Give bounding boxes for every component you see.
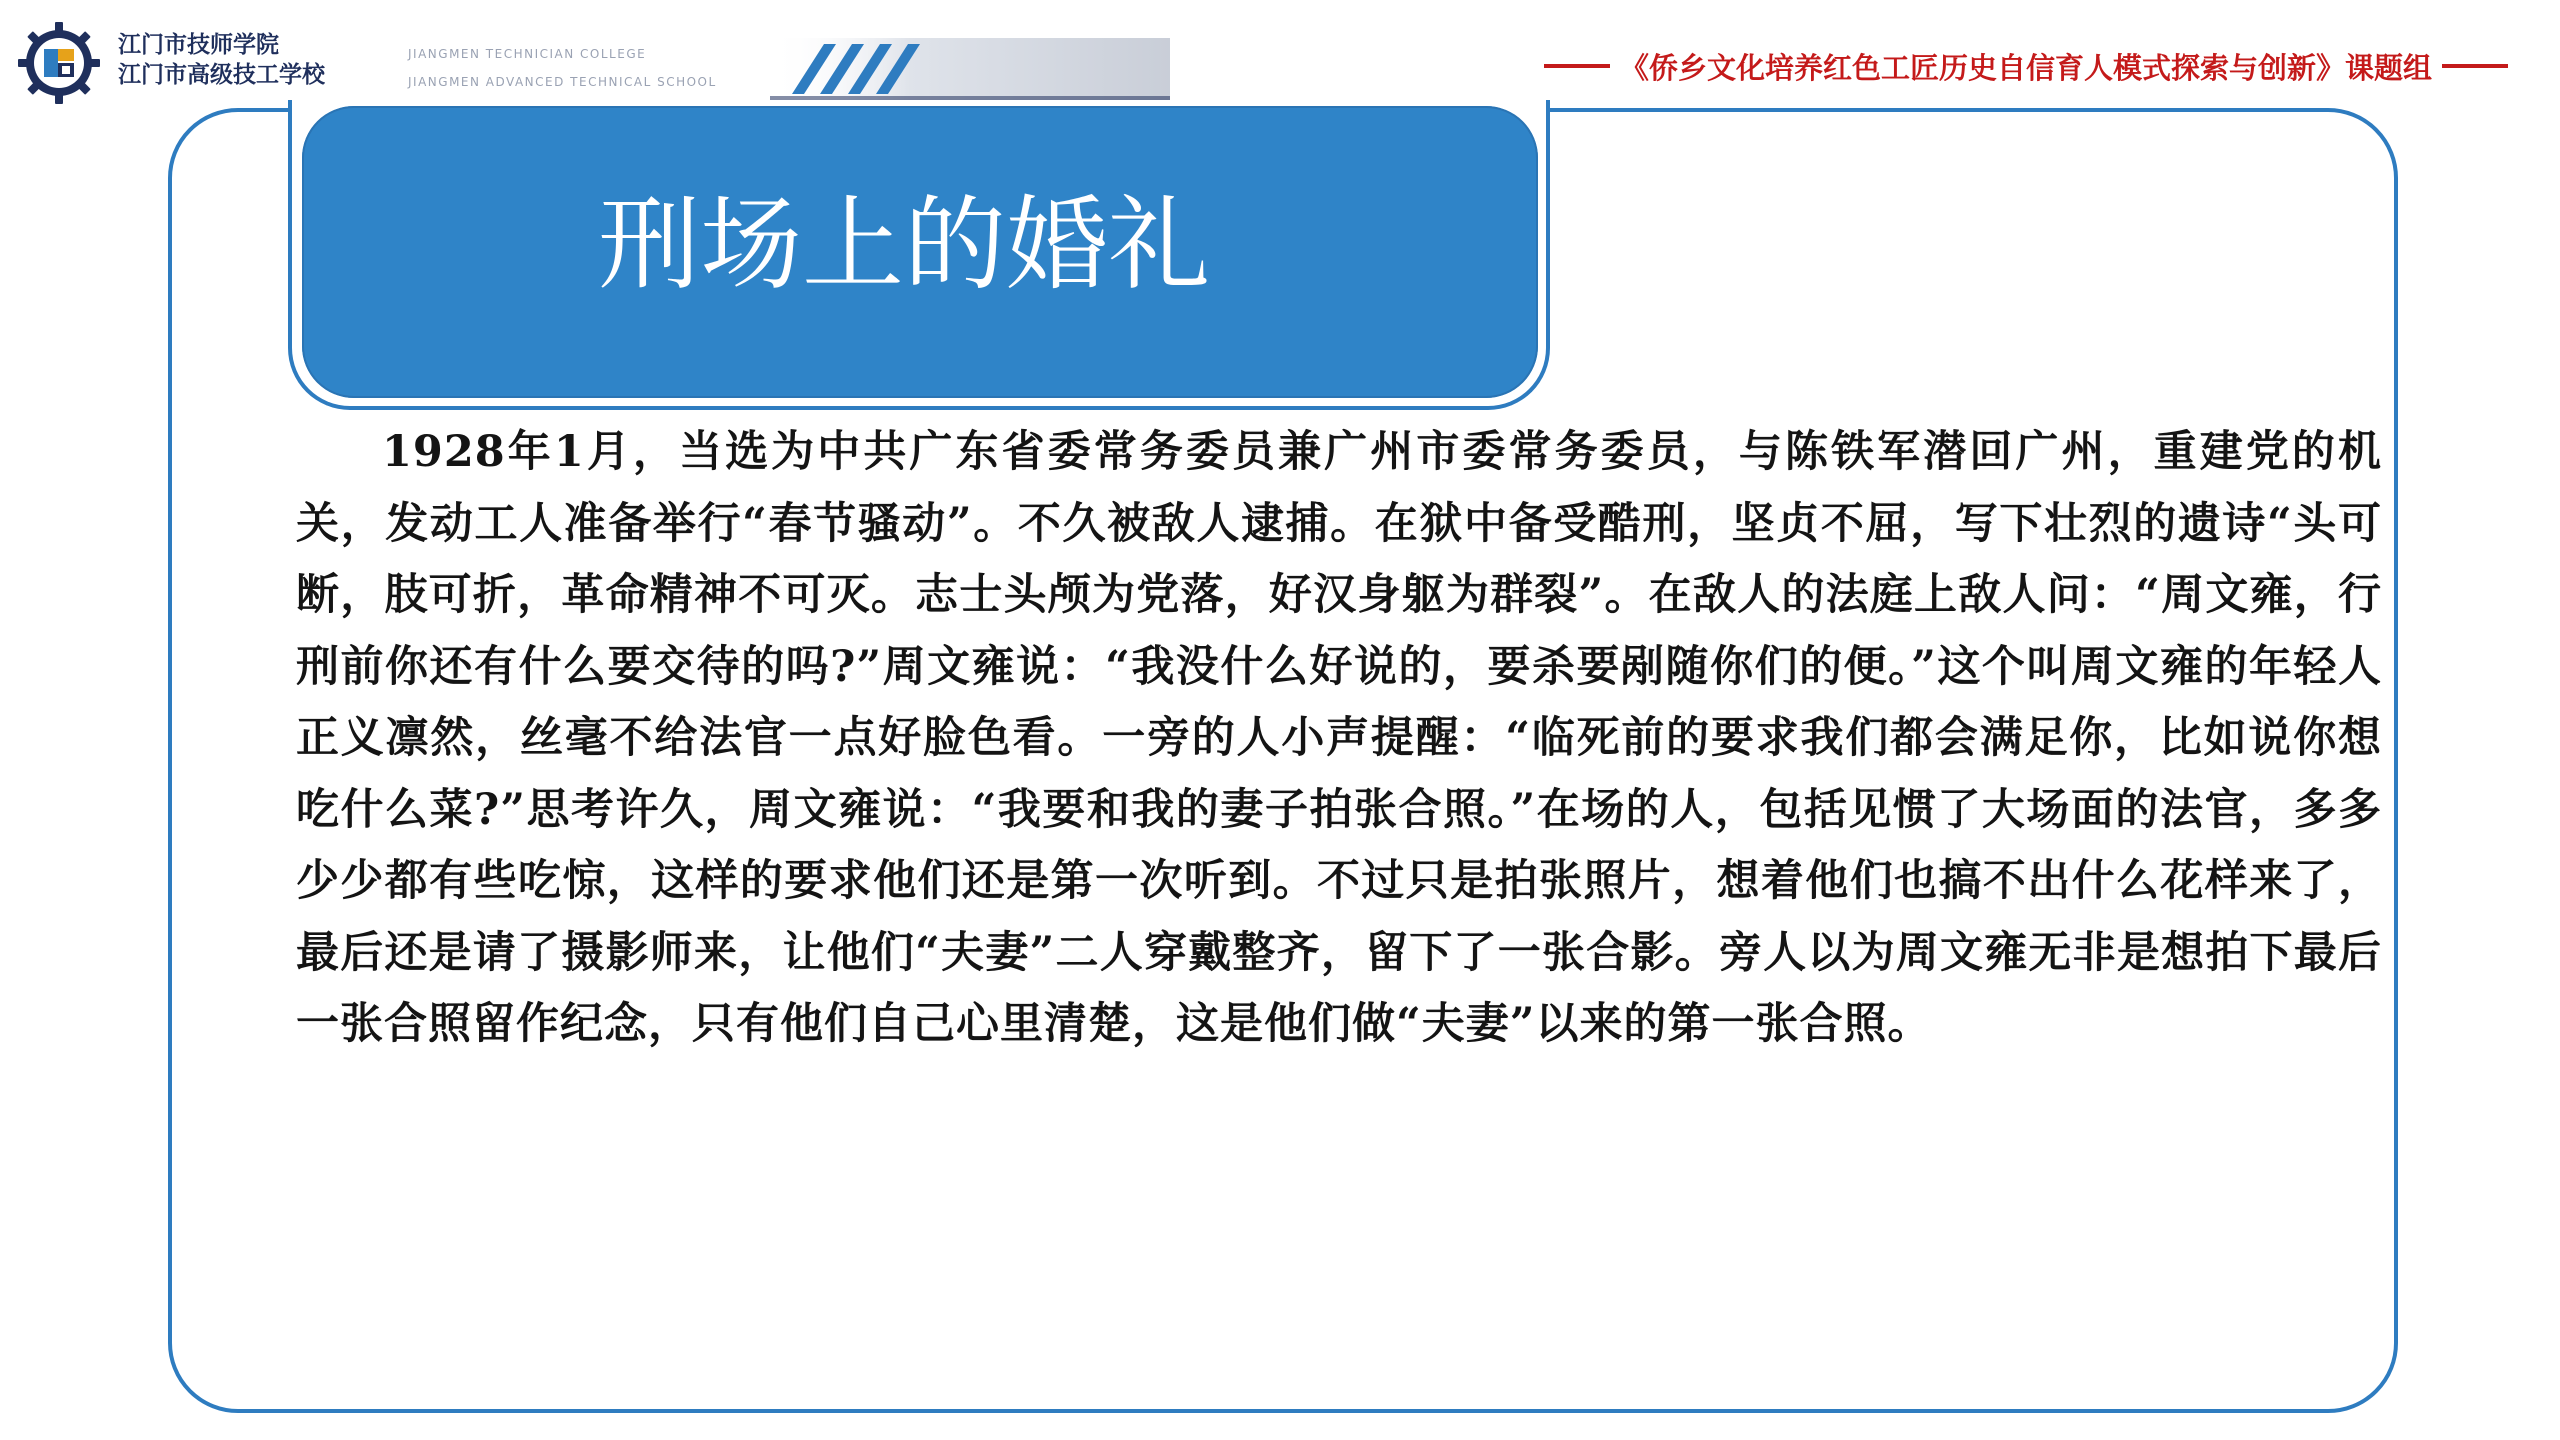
school-name-secondary: 江门市高级技工学校 bbox=[118, 61, 325, 88]
project-group-title: 《侨乡文化培养红色工匠历史自信育人模式探索与创新》课题组 bbox=[1619, 50, 2432, 85]
caption-left-rule bbox=[1544, 64, 1610, 68]
school-english-name-secondary: JIANGMEN ADVANCED TECHNICAL SCHOOL bbox=[408, 75, 717, 89]
school-name-primary: 江门市技师学院 bbox=[118, 31, 279, 58]
project-group-caption bbox=[1544, 46, 2508, 86]
caption-right-rule bbox=[2442, 64, 2508, 68]
slide-header bbox=[0, 0, 2560, 105]
page-title: 刑场上的婚礼 bbox=[598, 186, 1210, 305]
school-english-name-primary: JIANGMEN TECHNICIAN COLLEGE bbox=[408, 47, 647, 61]
school-name-block bbox=[118, 30, 408, 90]
college-emblem-icon bbox=[18, 22, 100, 104]
diagonal-stripes-band bbox=[770, 38, 1170, 100]
school-english-block bbox=[408, 40, 788, 96]
story-paragraph: 1928年1月，当选为中共广东省委常务委员兼广州市委常务委员，与陈铁军潜回广州，重建党的机关，发动工人准备举行“春节骚动”。不久被敌人逮捕。在狱中备受酷刑，坚贞不屈，写下壮烈的遗诗“头可断，肢可折，革命精神不可灭。志士头颅为党落，好汉身躯为群裂”。在敌人的法庭上敌人问：“周文雍，行刑前你还有什么要交待的吗?”周文雍说：“我没什么好说的，要杀要剐随你们的便。”这个叫周文雍的年轻人正义凛然，丝毫不给法官一点好脸色看。一旁的人小声提醒：“临死前的要求我们都会满足你，比如说你想吃什么菜?”思考许久，周文雍说：“我要和我的妻子拍张合照。”在场的人，包括见惯了大场面的法官，多多少少都有些吃惊，这样的要求他们还是第一次听到。不过只是拍张照片，想着他们也搞不出什么花样来了，最后还是请了摄影师来，让他们“夫妻”二人穿戴整齐，留下了一张合影。旁人以为周文雍无非是想拍下最后一张合照留作纪念，只有他们自己心里清楚，这是他们做“夫妻”以来的第一张合照。 bbox=[296, 427, 2382, 1049]
